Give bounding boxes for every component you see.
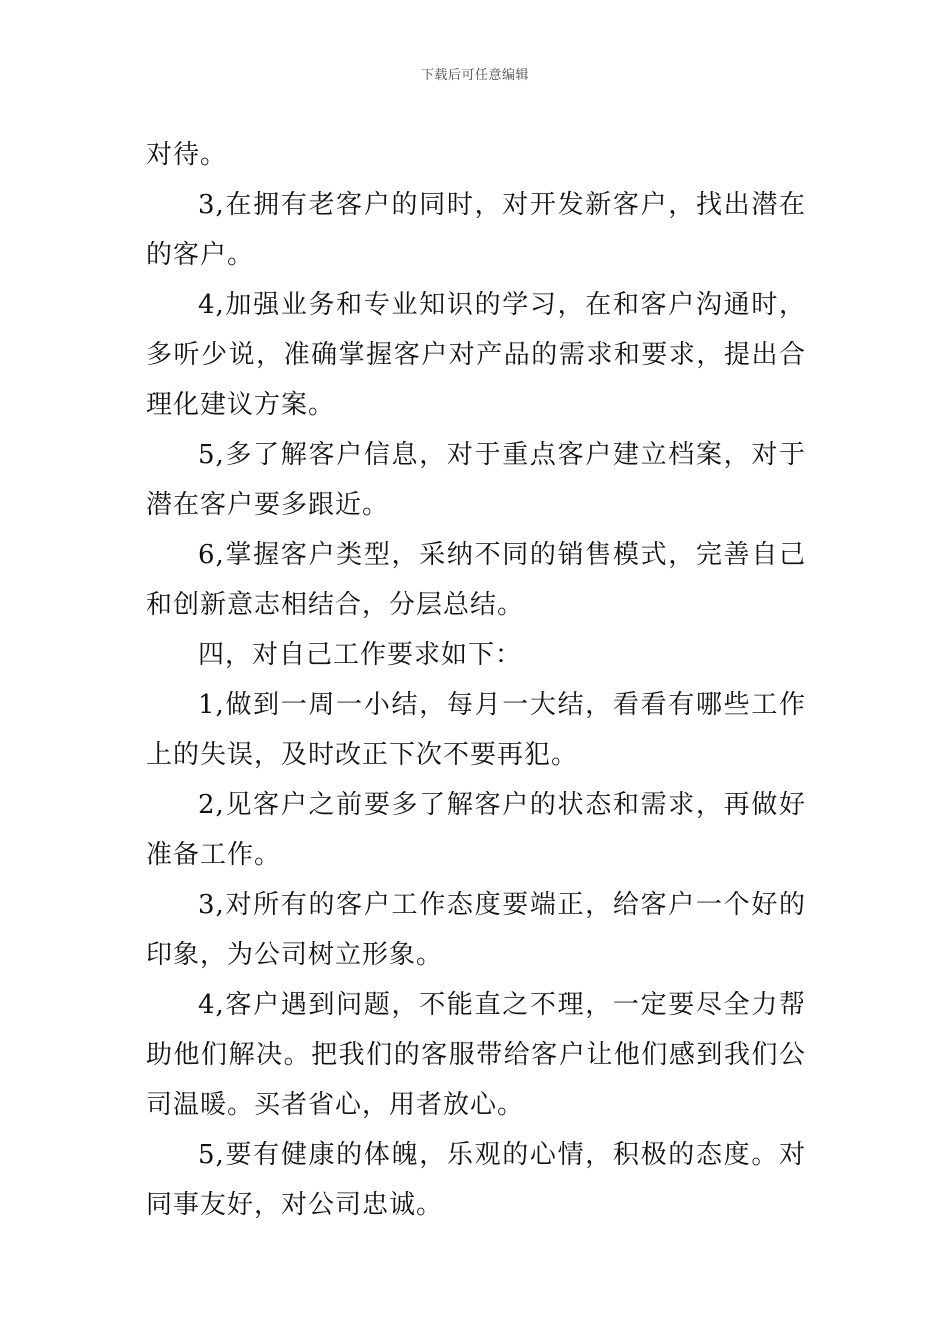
paragraph-req-1-summary: 1,做到一周一小结，每月一大结，看看有哪些工作上的失误，及时改正下次不要再犯。 bbox=[146, 690, 806, 770]
document-body bbox=[146, 130, 806, 1230]
section-heading-requirements: 四，对自己工作要求如下： bbox=[198, 640, 523, 670]
paragraph-item-3-new-clients: 3,在拥有老客户的同时，对开发新客户，找出潜在的客户。 bbox=[146, 190, 806, 270]
paragraph-req-3-attitude: 3,对所有的客户工作态度要端正，给客户一个好的印象，为公司树立形象。 bbox=[146, 890, 806, 970]
paragraph-continuation: 对待。 bbox=[146, 140, 228, 170]
paragraph-req-4-help-clients: 4,客户遇到问题，不能直之不理，一定要尽全力帮助他们解决。把我们的客服带给客户让他们感到我们公司温暖。买者省心，用者放心。 bbox=[146, 990, 806, 1120]
paragraph-req-2-preparation: 2,见客户之前要多了解客户的状态和需求，再做好准备工作。 bbox=[146, 790, 806, 870]
paragraph-item-5-client-info: 5,多了解客户信息，对于重点客户建立档案，对于潜在客户要多跟近。 bbox=[146, 440, 806, 520]
paragraph-item-4-learning: 4,加强业务和专业知识的学习，在和客户沟通时，多听少说，准确掌握客户对产品的需求和要求，提出合理化建议方案。 bbox=[146, 290, 806, 420]
paragraph-req-5-health: 5,要有健康的体魄，乐观的心情，积极的态度。对同事友好，对公司忠诚。 bbox=[146, 1140, 806, 1220]
page-header: 下载后可任意编辑 bbox=[420, 68, 529, 83]
paragraph-item-6-client-types: 6,掌握客户类型，采纳不同的销售模式，完善自己和创新意志相结合，分层总结。 bbox=[146, 540, 806, 620]
